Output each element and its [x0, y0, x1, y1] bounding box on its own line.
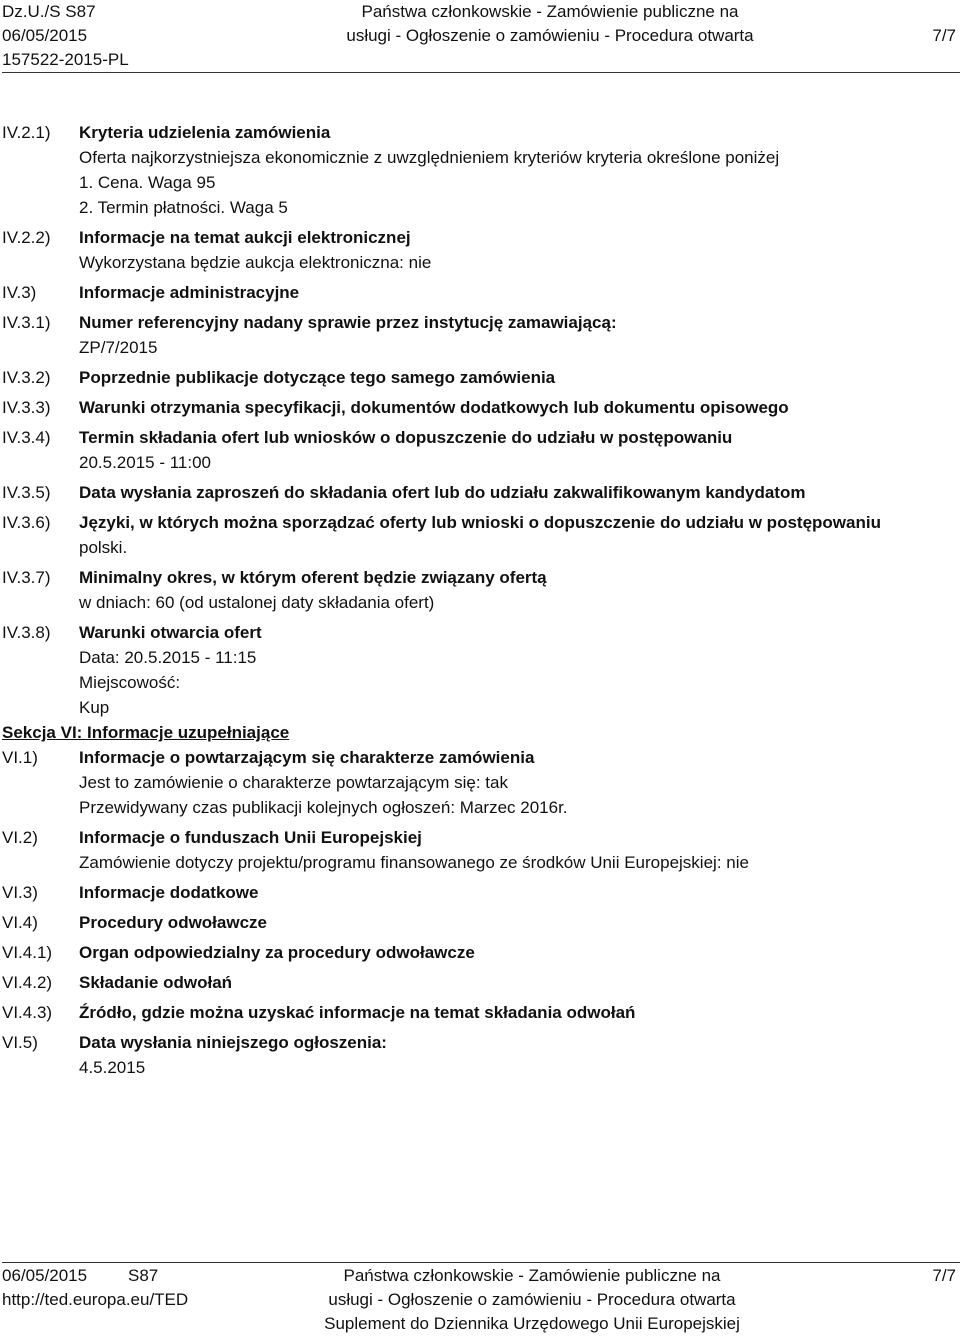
- section-text-line: Miejscowość:: [79, 673, 181, 692]
- section-item: [2, 365, 958, 390]
- page-footer: [2, 1262, 958, 1334]
- section-number: IV.3.4): [2, 428, 51, 447]
- section-title: Warunki otwarcia ofert: [79, 623, 262, 642]
- document-body: [2, 120, 958, 1080]
- section-number: IV.2.2): [2, 228, 51, 247]
- journal-ref: Dz.U./S S87: [2, 2, 96, 21]
- section-title: Minimalny okres, w którym oferent będzie związany ofertą: [79, 568, 547, 587]
- section-title: Informacje dodatkowe: [79, 883, 259, 902]
- section-item: [2, 745, 958, 820]
- section-title: Informacje o powtarzającym się charakterze zamówienia: [79, 748, 535, 767]
- section-title: Data wysłania niniejszego ogłoszenia:: [79, 1033, 387, 1052]
- section-number: VI.4.2): [2, 973, 53, 992]
- section-number: IV.2.1): [2, 123, 51, 142]
- section-item: [2, 480, 958, 505]
- section-title: Źródło, gdzie można uzyskać informacje na temat składania odwołań: [79, 1003, 636, 1022]
- section-title: Warunki otrzymania specyfikacji, dokumentów dodatkowych lub dokumentu opisowego: [79, 398, 789, 417]
- section-number: IV.3.2): [2, 368, 51, 387]
- footer-center-line3: Suplement do Dziennika Urzędowego Unii Europejskiej: [324, 1314, 740, 1333]
- section-item: [2, 1000, 958, 1025]
- section-item: [2, 940, 958, 965]
- header-center: [335, 0, 765, 48]
- header-left: [2, 0, 129, 72]
- section-title: Kryteria udzielenia zamówienia: [79, 123, 331, 142]
- section-text-line: Jest to zamówienie o charakterze powtarzającym się: tak: [79, 773, 508, 792]
- section-number: IV.3.6): [2, 513, 51, 532]
- section-text-line: Przewidywany czas publikacji kolejnych ogłoszeń: Marzec 2016r.: [79, 798, 568, 817]
- footer-center-line2: usługi - Ogłoszenie o zamówieniu - Procedura otwarta: [328, 1290, 736, 1309]
- section-number: IV.3.7): [2, 568, 51, 587]
- section-item: [2, 280, 958, 305]
- section-item: [2, 910, 958, 935]
- section-text-line: 4.5.2015: [79, 1058, 146, 1077]
- section-number: VI.5): [2, 1033, 38, 1052]
- section-title: Numer referencyjny nadany sprawie przez instytucję zamawiającą:: [79, 313, 617, 332]
- footer-center-line1: Państwa członkowskie - Zamówienie publiczne na: [343, 1266, 721, 1285]
- header-divider: [2, 72, 960, 73]
- section-number: IV.3.1): [2, 313, 51, 332]
- notice-number: 157522-2015-PL: [2, 50, 129, 69]
- section-text-line: w dniach: 60 (od ustalonej daty składania ofert): [79, 593, 435, 612]
- section-text-line: 2. Termin płatności. Waga 5: [79, 198, 288, 217]
- section-text-line: Zamówienie dotyczy projektu/programu finansowanego ze środków Unii Europejskiej: nie: [79, 853, 749, 872]
- section-title: Języki, w których można sporządzać oferty lub wnioski o dopuszczenie do udziału w postępowaniu: [79, 513, 881, 532]
- section-text-line: ZP/7/2015: [79, 338, 158, 357]
- header-date: 06/05/2015: [2, 26, 88, 45]
- section-number: IV.3.8): [2, 623, 51, 642]
- footer-url: http://ted.europa.eu/TED: [2, 1290, 189, 1309]
- section-number: VI.3): [2, 883, 38, 902]
- section-text-line: Wykorzystana będzie aukcja elektroniczna: nie: [79, 253, 432, 272]
- section-item: [2, 225, 958, 275]
- section-number: IV.3.5): [2, 483, 51, 502]
- section-item: [2, 120, 958, 220]
- section-text-line: 20.5.2015 - 11:00: [79, 453, 212, 472]
- section-item: [2, 395, 958, 420]
- section-title: Informacje na temat aukcji elektronicznej: [79, 228, 411, 247]
- footer-page-number: 7/7: [932, 1266, 956, 1285]
- section-item: [2, 310, 958, 360]
- section-title: Informacje administracyjne: [79, 283, 300, 302]
- section-number: VI.4.3): [2, 1003, 53, 1022]
- section-item: [2, 825, 958, 875]
- section-title: Składanie odwołań: [79, 973, 233, 992]
- section-text-line: polski.: [79, 538, 128, 557]
- section-item: [2, 565, 958, 615]
- section-number: VI.4.1): [2, 943, 53, 962]
- header-center-line1: Państwa członkowskie - Zamówienie publiczne na: [361, 2, 739, 21]
- section-title: Procedury odwoławcze: [79, 913, 267, 932]
- section-title: Termin składania ofert lub wniosków o dopuszczenie do udziału w postępowaniu: [79, 428, 733, 447]
- section-6-heading: Sekcja VI: Informacje uzupełniające: [2, 723, 290, 742]
- section-number: IV.3): [2, 283, 37, 302]
- section-title: Organ odpowiedzialny za procedury odwoławcze: [79, 943, 475, 962]
- footer-divider: [2, 1262, 960, 1263]
- header-center-line2: usługi - Ogłoszenie o zamówieniu - Procedura otwarta: [346, 26, 754, 45]
- section-item: [2, 510, 958, 560]
- footer-date: 06/05/2015: [2, 1266, 88, 1285]
- section-number: VI.2): [2, 828, 38, 847]
- section-title: Data wysłania zaproszeń do składania ofert lub do udziału zakwalifikowanym kandydatom: [79, 483, 806, 502]
- section-item: [2, 425, 958, 475]
- section-number: IV.3.3): [2, 398, 51, 417]
- section-item: [2, 880, 958, 905]
- section-text-line: Kup: [79, 698, 110, 717]
- section-number: VI.1): [2, 748, 38, 767]
- header-page-number: 7/7: [932, 26, 956, 45]
- section-item: [2, 620, 958, 720]
- section-item: [2, 970, 958, 995]
- page-header: [2, 0, 958, 72]
- section-item: [2, 1030, 958, 1080]
- footer-center: [302, 1264, 762, 1336]
- section-text-line: 1. Cena. Waga 95: [79, 173, 216, 192]
- section-number: VI.4): [2, 913, 38, 932]
- section-title: Informacje o funduszach Unii Europejskiej: [79, 828, 422, 847]
- section-text-line: Data: 20.5.2015 - 11:15: [79, 648, 257, 667]
- section-text-line: Oferta najkorzystniejsza ekonomicznie z uwzględnieniem kryteriów kryteria określone poniżej: [79, 148, 780, 167]
- section-title: Poprzednie publikacje dotyczące tego samego zamówienia: [79, 368, 556, 387]
- footer-issue: S87: [128, 1266, 159, 1285]
